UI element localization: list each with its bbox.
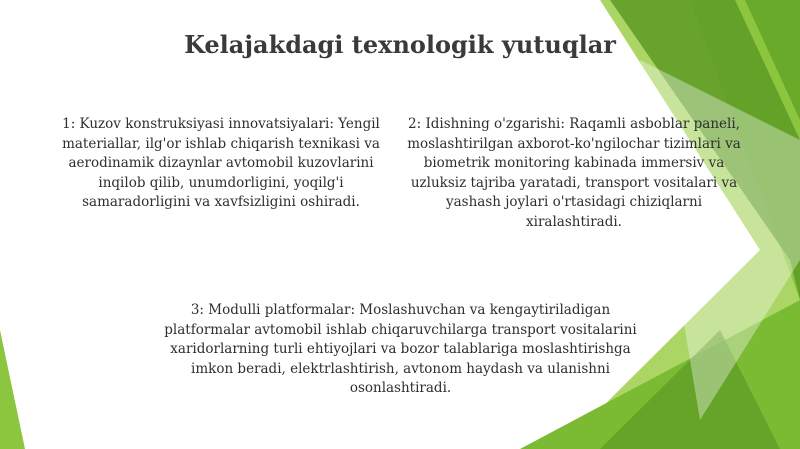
slide-title: Kelajakdagi texnologik yutuqlar (184, 30, 616, 59)
text-block-interior: 2: Idishning o'zgarishi: Raqamli asboblar paneli, moslashtirilgan axborot-ko'ngilochar tizimlari va biometrik monitoring kabinada immersiv va uzluksiz tajriba yaratadi, transport vositalari va yashash joylari o'rtasidagi chiziqlarni xiralashtiradi. (407, 116, 741, 230)
text-block-body-construction: 1: Kuzov konstruksiyasi innovatsiyalari: Yengil materiallar, ilg'or ishlab chiqarish texnikasi va aerodinamik dizaynlar avtomobil kuzovlarini inqilob qilib, unumdorligini, yoqilg'i samaradorligini va xavfsizligini oshiradi. (62, 116, 380, 210)
decor-shape-bottom-left (0, 330, 25, 449)
text-block-modular-platforms: 3: Modulli platformalar: Moslashuvchan va kengaytiriladigan platformalar avtomobil ishlab chiqaruvchilarga transport vositalarini xaridorlarning turli ehtiyojlari va bozor talablariga moslashtirishga imkon beradi, elektrlashtirish, avtonom haydash va ulanishni osonlashtiradi. (164, 302, 637, 396)
